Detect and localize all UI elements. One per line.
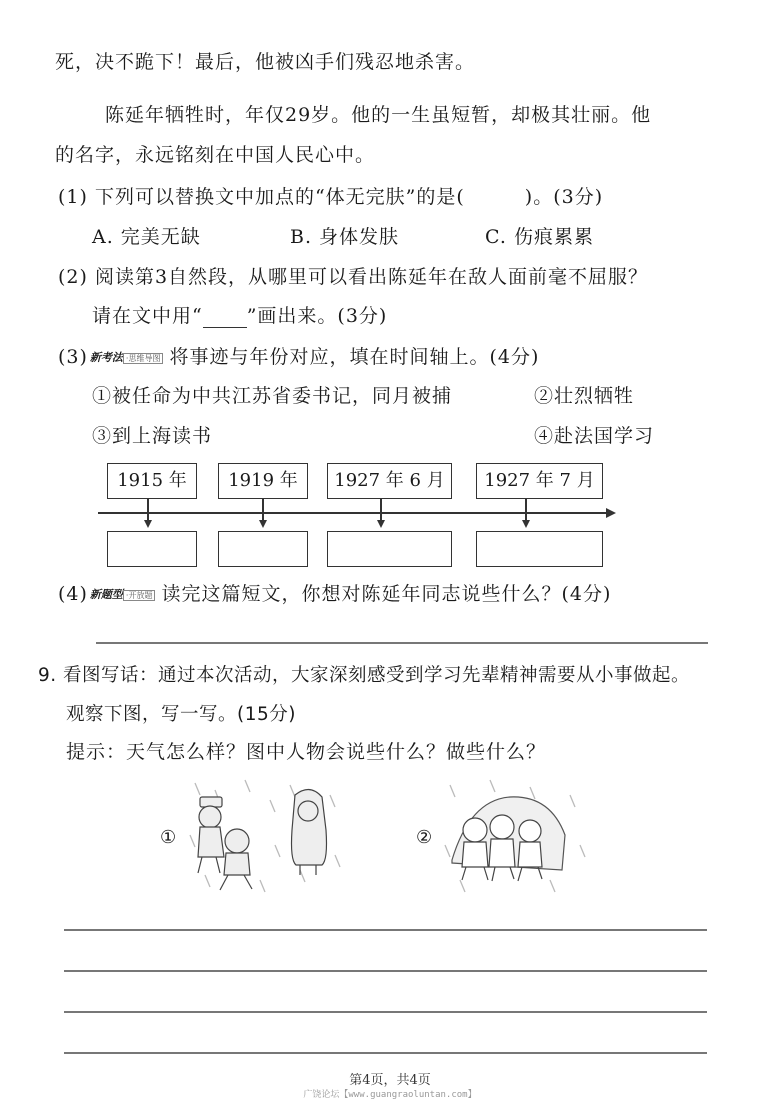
answer-box[interactable] <box>327 531 452 567</box>
arrow-down-icon <box>259 520 267 528</box>
illustration-1 <box>150 775 370 900</box>
tag-main: 新考法 <box>89 350 123 364</box>
question-3-stem <box>58 345 539 369</box>
arrow-down-icon <box>377 520 385 528</box>
event-3: ③到上海读书 <box>92 425 213 447</box>
illustration-2 <box>400 775 600 900</box>
question-1-text: (1) 下列可以替换文中加点的“体无完肤”的是( <box>58 186 465 208</box>
question-2-stem: (2) 阅读第3自然段，从哪里可以看出陈延年在敌人面前毫不屈服？ <box>58 266 649 288</box>
question-9-instruction: 观察下图，写一写。(15分) <box>66 704 296 725</box>
tag-main: 新题型 <box>89 587 123 601</box>
year-box: 1927 年 7 月 <box>476 463 603 499</box>
question-9-stem: 9. 看图写话：通过本次活动，大家深刻感受到学习先辈精神需要从小事做起。 <box>38 665 691 686</box>
option-a: A. 完美无缺 <box>92 226 201 248</box>
instruction-text: 请在文中用“ <box>92 305 203 327</box>
passage-line: 的名字，永远铭刻在中国人民心中。 <box>55 144 376 166</box>
connector <box>380 499 382 521</box>
year-box: 1915 年 <box>107 463 197 499</box>
connector <box>147 499 149 521</box>
time-axis <box>98 512 610 514</box>
question-1-stem <box>58 185 603 209</box>
option-c: C. 伤痕累累 <box>485 226 594 248</box>
question-9-hint: 提示：天气怎么样？图中人物会说些什么？做些什么？ <box>66 741 547 763</box>
event-4: ④赴法国学习 <box>534 425 655 447</box>
picture-label: ① <box>160 827 177 848</box>
connector <box>525 499 527 521</box>
tag-sub: ·思维导图 <box>123 353 164 364</box>
arrow-down-icon <box>144 520 152 528</box>
question-text: 读完这篇短文，你想对陈延年同志说些什么？(4分) <box>161 583 612 605</box>
new-method-tag <box>90 352 164 365</box>
writing-line[interactable] <box>64 1011 707 1013</box>
writing-line[interactable] <box>64 970 707 972</box>
passage-line: 陈延年牺牲时，年仅29岁。他的一生虽短暂，却极其壮丽。他 <box>105 104 652 126</box>
question-number: (3) <box>58 346 88 368</box>
passage-line: 死，决不跪下！最后，他被凶手们残忍地杀害。 <box>55 51 476 73</box>
question-2-instruction <box>92 304 387 328</box>
question-1-score: )。(3分) <box>524 186 604 208</box>
arrow-right-icon <box>606 508 616 518</box>
answer-box[interactable] <box>218 531 308 567</box>
question-text: 将事迹与年份对应，填在时间轴上。(4分) <box>169 346 540 368</box>
event-1: ①被任命为中共江苏省委书记，同月被捕 <box>92 385 453 407</box>
underline-sample <box>203 311 247 328</box>
year-box: 1919 年 <box>218 463 308 499</box>
picture-label: ② <box>416 827 433 848</box>
instruction-text: ”画出来。(3分) <box>246 305 388 327</box>
option-b: B. 身体发肤 <box>290 226 400 248</box>
question-4-stem <box>58 582 611 606</box>
writing-line[interactable] <box>64 929 707 931</box>
tag-sub: ·开放题 <box>123 590 156 601</box>
answer-line[interactable] <box>96 642 708 644</box>
connector <box>262 499 264 521</box>
writing-line[interactable] <box>64 1052 707 1054</box>
year-box: 1927 年 6 月 <box>327 463 452 499</box>
answer-box[interactable] <box>476 531 603 567</box>
arrow-down-icon <box>522 520 530 528</box>
children-in-rain-image <box>150 775 370 900</box>
watermark: 广饶论坛【www.guangraoluntan.com】 <box>303 1090 477 1100</box>
event-2: ②壮烈牺牲 <box>534 385 635 407</box>
question-number: (4) <box>58 583 88 605</box>
new-type-tag <box>90 589 156 602</box>
answer-box[interactable] <box>107 531 197 567</box>
page-number: 第4页，共4页 <box>349 1073 431 1088</box>
